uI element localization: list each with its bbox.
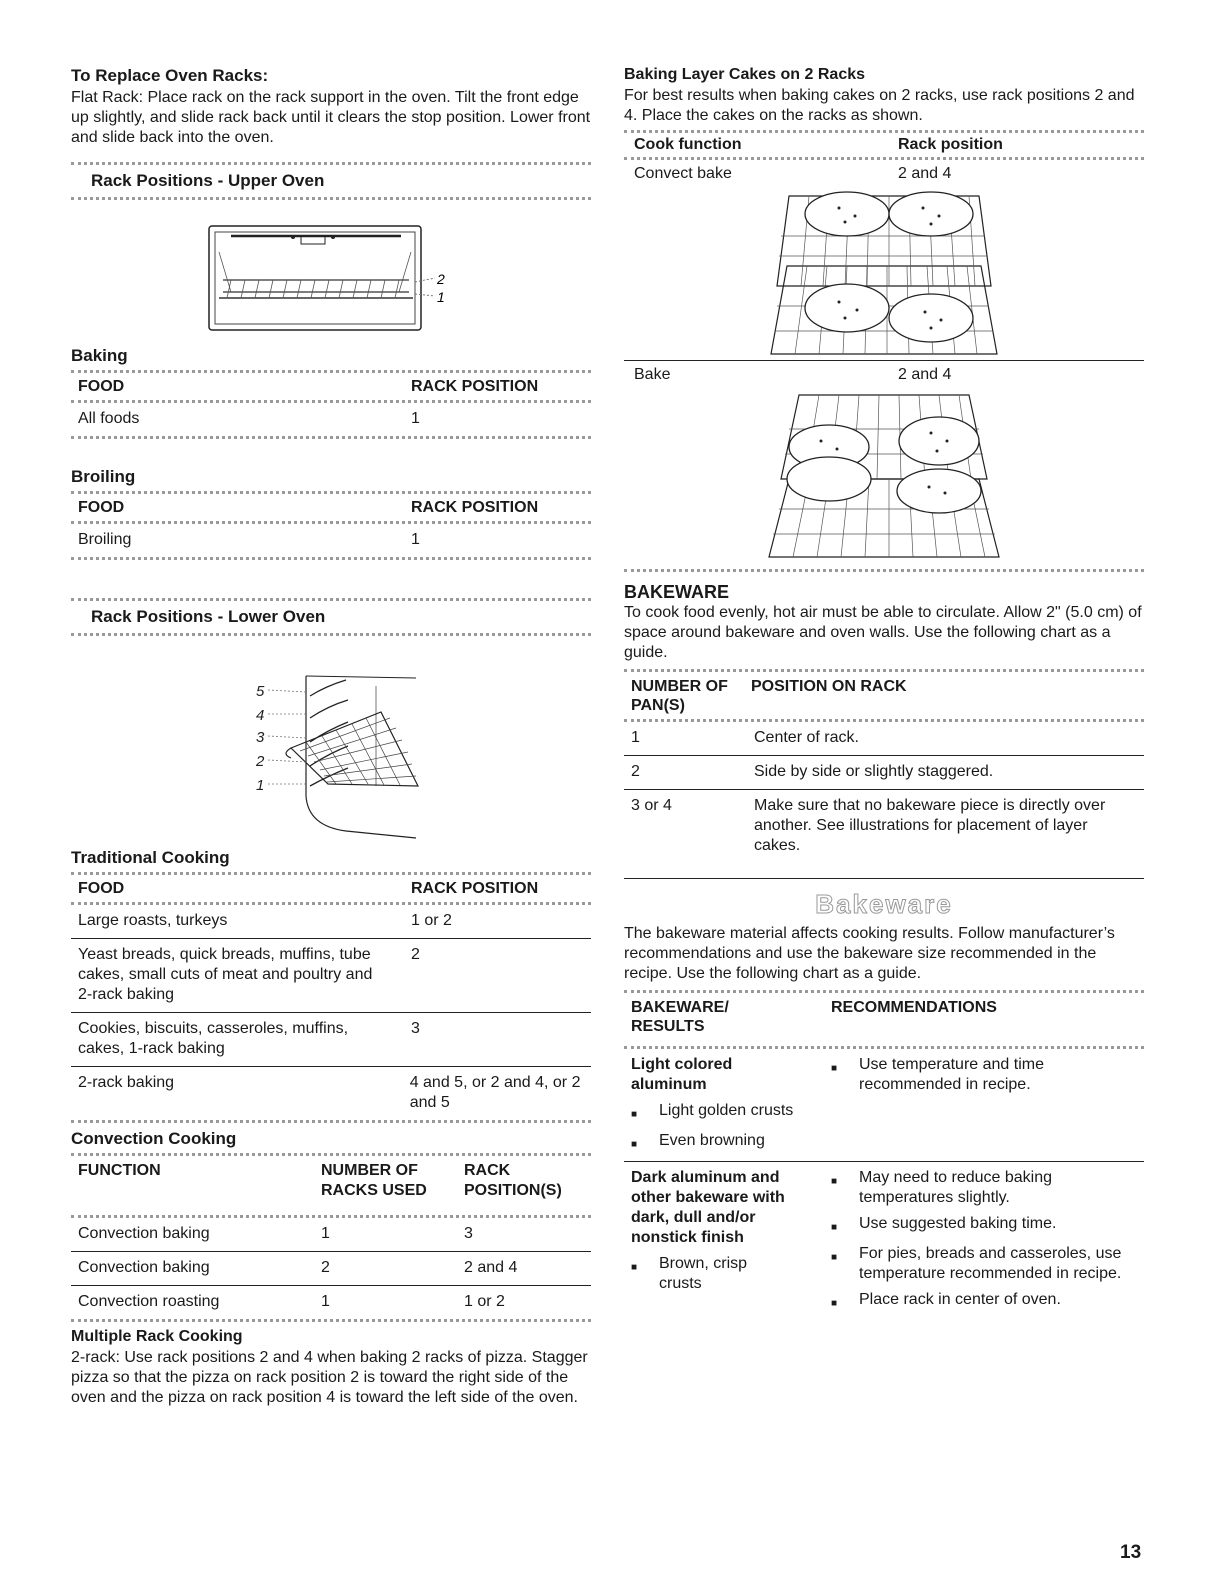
col-function: FUNCTION [78, 1162, 161, 1179]
cell-pans: 3 or 4 [631, 797, 672, 814]
rec-text: For pies, breads and casseroles, use temperature recommended in recipe. [859, 1245, 1122, 1282]
table-row [624, 361, 1144, 385]
table-row [71, 1286, 591, 1319]
col-rack-position: RACK POSITION [411, 378, 539, 395]
col-food: FOOD [78, 499, 125, 516]
bakeware-caps-text: To cook food evenly, hot air must be able to circulate. Allow 2" (5.0 cm) of space around bakeware and oven walls. Use the following chart as a guide. [624, 604, 1142, 661]
table-row [71, 905, 591, 938]
list-item [831, 1168, 1137, 1208]
divider [71, 1319, 591, 1322]
table-row [624, 756, 1144, 789]
right-column [624, 66, 1144, 1321]
divider [71, 557, 591, 560]
divider [624, 569, 1144, 572]
list-item [831, 1055, 1137, 1095]
layer-cakes-title: Baking Layer Cakes on 2 Racks [624, 66, 866, 83]
cell-rack-position: 2 and 4 [898, 165, 952, 182]
result-text: Even browning [659, 1132, 765, 1149]
col-food: FOOD [78, 378, 125, 395]
traditional-header-row [71, 875, 591, 902]
divider [71, 633, 591, 636]
list-item [631, 1131, 831, 1155]
cell-racks: 1 [321, 1225, 330, 1242]
upper-rack-label-1: 1 [437, 289, 445, 305]
layer-cakes-text: For best results when baking cakes on 2 racks, use rack positions 2 and 4. Place the cakes on the racks as shown. [624, 87, 1135, 124]
cell-bakeware [631, 1168, 831, 1314]
cell-cook-function: Bake [634, 366, 671, 383]
cell-rack: 3 [411, 1020, 420, 1037]
cell-position: Side by side or slightly staggered. [754, 763, 994, 780]
broiling-header-row [71, 494, 591, 521]
cell-racks: 1 [321, 1293, 330, 1310]
left-column [71, 66, 591, 1408]
cell-cook-function: Convect bake [634, 165, 732, 182]
col-bakeware-results: BAKEWARE/ RESULTS [631, 999, 729, 1035]
lower-oven-heading: Rack Positions - Lower Oven [91, 607, 326, 626]
cell-position: 3 [464, 1225, 473, 1242]
cell-food: Yeast breads, quick breads, muffins, tube cakes, small cuts of meat and poultry and 2-rack baking [78, 946, 373, 1003]
bakeware-header-row [624, 993, 1144, 1040]
upper-oven-heading: Rack Positions - Upper Oven [91, 171, 325, 190]
bullet-icon: ■ [831, 1298, 838, 1309]
cell-food: Large roasts, turkeys [78, 912, 228, 929]
table-row [624, 722, 1144, 755]
rec-text: May need to reduce baking temperatures slightly. [859, 1169, 1053, 1206]
col-number-of-pans: NUMBER OF PAN(S) [631, 678, 728, 714]
table-row [71, 1218, 591, 1251]
result-text: Light golden crusts [659, 1102, 794, 1119]
cell-function: Convection baking [78, 1225, 210, 1242]
baking-header-row [71, 373, 591, 400]
rec-text: Use suggested baking time. [859, 1215, 1057, 1232]
col-recommendations: RECOMMENDATIONS [831, 999, 997, 1016]
upper-rack-label-2: 2 [437, 271, 445, 287]
multiple-rack-text: 2-rack: Use rack positions 2 and 4 when baking 2 racks of pizza. Stagger pizza so that the pizza on rack position 2 is toward the right side of the oven and the pizza on rack position 4 is toward the left side of the oven. [71, 1349, 588, 1406]
cell-pans: 2 [631, 763, 640, 780]
cell-recommendations [831, 1168, 1137, 1314]
cell-rack-position: 2 and 4 [898, 366, 952, 383]
cell-food: 2-rack baking [78, 1074, 175, 1091]
bullet-icon: ■ [831, 1252, 838, 1263]
cell-rack: 1 [411, 410, 420, 427]
table-row [71, 524, 591, 557]
list-item [631, 1254, 831, 1294]
convection-title: Convection Cooking [71, 1129, 237, 1148]
bakeware-caps-title: BAKEWARE [624, 582, 730, 602]
cell-function: Convection roasting [78, 1293, 220, 1310]
traditional-title: Traditional Cooking [71, 848, 230, 867]
bakeware-section-text: The bakeware material affects cooking results. Follow manufacturer’s recommendations and use the bakeware size recommended in the recipe. Use the following chart as a guide. [624, 925, 1115, 982]
col-rack-positions: RACK POSITION(S) [464, 1162, 562, 1199]
replace-racks-title: To Replace Oven Racks: [71, 66, 269, 85]
cell-recommendations [831, 1055, 1137, 1155]
col-position-on-rack: POSITION ON RACK [751, 678, 907, 695]
bullet-icon: ■ [831, 1176, 838, 1187]
multiple-rack-title: Multiple Rack Cooking [71, 1328, 243, 1345]
baking-title: Baking [71, 346, 128, 365]
cell-position: Center of rack. [754, 729, 859, 746]
cell-rack: 2 [411, 946, 420, 963]
list-item [831, 1214, 1137, 1238]
table-row [624, 790, 1144, 878]
lower-rack-label-4: 4 [256, 707, 265, 724]
divider [71, 1120, 591, 1123]
col-rack-position: RACK POSITION [411, 499, 539, 516]
bakeware-name: Light colored aluminum [631, 1056, 733, 1093]
lower-rack-label-5: 5 [256, 683, 265, 700]
col-number-of-racks: NUMBER OF RACKS USED [321, 1162, 427, 1199]
page-number: 13 [1120, 1542, 1142, 1563]
rec-text: Use temperature and time recommended in recipe. [859, 1056, 1044, 1093]
cell-food: All foods [78, 410, 140, 427]
table-row [71, 1013, 591, 1066]
col-rack-position: RACK POSITION [411, 880, 539, 897]
cell-function: Convection baking [78, 1259, 210, 1276]
bullet-icon: ■ [831, 1063, 838, 1074]
convection-header-row [71, 1156, 591, 1205]
upper-oven-illustration [201, 222, 461, 334]
table-row [71, 939, 591, 1012]
broiling-title: Broiling [71, 467, 136, 486]
cell-bakeware [631, 1055, 831, 1155]
table-row [624, 1162, 1144, 1321]
list-item [631, 1101, 831, 1125]
table-row [71, 1067, 591, 1120]
bullet-icon: ■ [831, 1222, 838, 1233]
result-text: Brown, crisp crusts [659, 1255, 748, 1292]
cell-racks: 2 [321, 1259, 330, 1276]
list-item [831, 1290, 1137, 1314]
replace-racks-text: Flat Rack: Place rack on the rack support in the oven. Tilt the front edge up slightly, and slide rack back until it clears the stop position. Lower front and slide back into the oven. [71, 89, 591, 146]
bakeware-section-title: Bakeware [815, 889, 953, 919]
layer-cakes-header-row [624, 133, 1144, 157]
convect-bake-illustration [759, 186, 1009, 356]
rec-text: Place rack in center of oven. [859, 1291, 1061, 1308]
col-food: FOOD [78, 880, 125, 897]
lower-rack-label-2: 2 [256, 753, 265, 770]
bullet-icon: ■ [631, 1139, 638, 1150]
cell-rack: 4 and 5, or 2 and 4, or 2 and 5 [409, 1074, 581, 1111]
divider [624, 878, 1144, 879]
cell-pans: 1 [631, 729, 640, 746]
table-row [624, 1049, 1144, 1161]
col-rack-position: Rack position [898, 136, 1003, 153]
col-cook-function: Cook function [634, 136, 742, 153]
cell-position: 1 or 2 [464, 1293, 505, 1310]
cell-food: Cookies, biscuits, casseroles, muffins, cakes, 1-rack baking [78, 1020, 349, 1057]
cell-rack: 1 or 2 [411, 912, 452, 929]
cell-rack: 1 [411, 531, 420, 548]
lower-rack-label-3: 3 [256, 729, 265, 746]
list-item [831, 1244, 1137, 1284]
cell-position: 2 and 4 [464, 1259, 518, 1276]
table-row [71, 403, 591, 436]
divider [71, 197, 591, 200]
bullet-icon: ■ [631, 1262, 638, 1273]
bake-illustration [759, 389, 1009, 559]
lower-oven-illustration [236, 666, 426, 846]
table-row [71, 1252, 591, 1285]
divider [71, 436, 591, 439]
lower-rack-label-1: 1 [256, 777, 265, 794]
cell-food: Broiling [78, 531, 132, 548]
cell-position: Make sure that no bakeware piece is directly over another. See illustrations for placement of layer cakes. [754, 797, 1106, 854]
bullet-icon: ■ [631, 1109, 638, 1120]
bakeware-pans-header-row [624, 672, 1144, 719]
table-row [624, 160, 1144, 184]
bakeware-name: Dark aluminum and other bakeware with dark, dull and/or nonstick finish [631, 1169, 785, 1246]
